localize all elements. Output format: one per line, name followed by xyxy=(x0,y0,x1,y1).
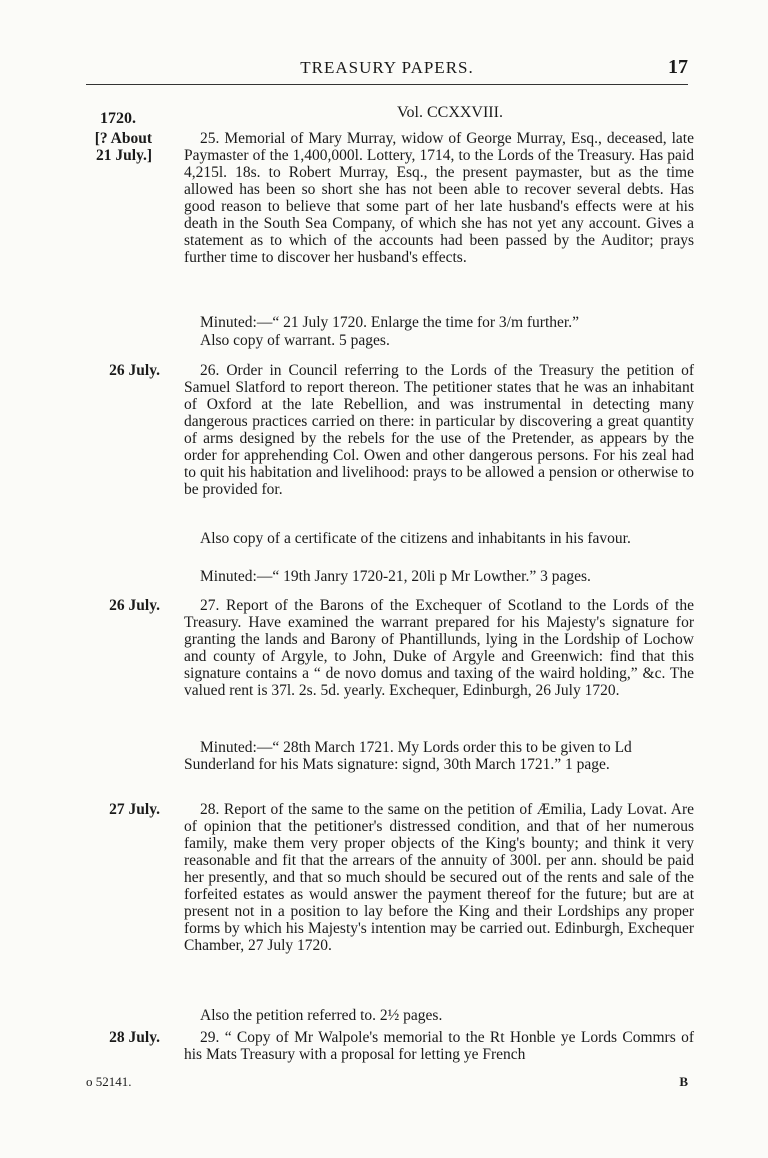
header-rule xyxy=(86,84,688,85)
entry-also: Also the petition referred to. 2½ pages. xyxy=(200,1007,443,1024)
entry-date: 28 July. xyxy=(109,1029,160,1046)
running-header xyxy=(86,56,688,82)
page-number: 17 xyxy=(668,56,688,78)
entry-text: 27. Report of the Barons of the Exchequer of Scotland to the Lords of the Treasury. Have examined the warrant prepared for his Majesty's signature for granting the lands and Barony of Phantillunds, lying in the Lordship of Lochow and county of Argyle, to John, Duke of Argyle and Greenwich: find that this signature contains a “ de novo domus and taxing of the waird holding,” &c. The valued rent is 37l. 2s. 5d. yearly. Exchequer, Edinburgh, 26 July 1720. xyxy=(184,597,694,699)
footer-sheet-mark: B xyxy=(679,1074,688,1089)
running-title: TREASURY PAPERS. xyxy=(300,58,474,77)
year-label: 1720. xyxy=(100,110,136,127)
entry-date: 26 July. xyxy=(109,597,160,614)
entry-text: 28. Report of the same to the same on the petition of Æmilia, Lady Lovat. Are of opinion that the petitioner's distressed condition, and that of her numerous family, make them very proper objects of the King's bounty; and think it very reasonable and fit that the arrears of the annuity of 300l. per ann. should be paid her presently, and that so much should be secured out of the rents and sale of the forfeited estates as would answer the payment thereof for the future; but are at present not in a position to lay before the King and their Lordships any proper forms by which his Majesty's intention may be carried out. Edinburgh, Exchequer Chamber, 27 July 1720. xyxy=(184,801,694,954)
entry-date: 26 July. xyxy=(109,362,160,379)
entry-text: 25. Memorial of Mary Murray, widow of George Murray, Esq., deceased, late Paymaster of the 1,400,000l. Lottery, 1714, to the Lords of the Treasury. Has paid 4,215l. 18s. to Robert Murray, Esq., the present paymaster, but as the time allowed has been so short she has not been able to recover several debts. Has good reason to believe that some part of her late husband's effects were at his death in the South Sea Company, of which she has not yet any account. Gives a statement as to which of the accounts had been passed by the Auditor; prays further time to discover her husband's effects. xyxy=(184,130,694,266)
entry-date: [? About 21 July.] xyxy=(94,130,152,164)
entry-text: 26. Order in Council referring to the Lords of the Treasury the petition of Samuel Slatford to report thereon. The petitioner states that he was an inhabitant of Oxford at the late Rebellion, and was instrumental in detecting many dangerous practices carried on there: in particular by discovering a great quantity of arms designed by the rebels for the use of the Pretender, as appears by the order for apprehending Col. Owen and other dangerous persons. For his zeal had to quit his habitation and livelihood: prays to be allowed a pension or otherwise to be provided for. xyxy=(184,362,694,498)
entry-also: Also copy of warrant. 5 pages. xyxy=(200,332,390,349)
entry-also: Also copy of a certificate of the citizens and inhabitants in his favour. xyxy=(200,530,631,547)
entry-minuted: Minuted:—“ 19th Janry 1720-21, 20li p Mr Lowther.” 3 pages. xyxy=(200,568,591,585)
footer-signature: o 52141. xyxy=(86,1074,132,1089)
entry-minuted: Minuted:—“ 28th March 1721. My Lords order this to be given to Ld Sunderland for his Mats signature: signd, 30th March 1721.” 1 page. xyxy=(184,739,632,773)
volume-heading: Vol. CCXXVIII. xyxy=(397,104,503,121)
entry-date: 27 July. xyxy=(109,801,160,818)
entry-text: 29. “ Copy of Mr Walpole's memorial to the Rt Honble ye Lords Commrs of his Mats Treasury with a proposal for letting ye French xyxy=(184,1029,694,1063)
entry-minuted: Minuted:—“ 21 July 1720. Enlarge the time for 3/m further.” xyxy=(200,314,579,331)
